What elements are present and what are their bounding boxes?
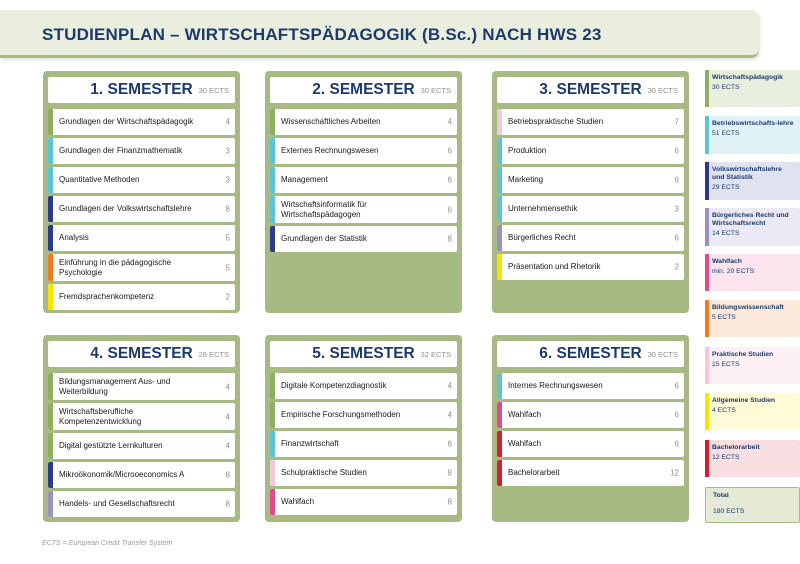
module-name: Analysis	[59, 233, 89, 242]
module	[48, 491, 235, 517]
legend-name: Wahlfach	[712, 258, 742, 265]
module-name: Wirtschaftsinformatik für Wirtschaftspädagogen	[281, 199, 367, 219]
module-ects: 2	[674, 262, 679, 272]
module	[497, 373, 684, 399]
category-bar	[270, 460, 275, 486]
legend-total	[705, 487, 800, 523]
module-ects: 3	[225, 175, 230, 185]
semester-1-panel	[43, 71, 240, 313]
module-ects: 6	[674, 439, 679, 449]
legend-name: Praktische Studien	[712, 351, 774, 358]
semester-header	[48, 341, 235, 367]
category-bar	[48, 403, 53, 430]
category-bar	[270, 167, 275, 193]
semester-header	[270, 341, 457, 367]
module-ects: 4	[225, 412, 230, 421]
legend-total-ects: 180 ECTS	[713, 508, 745, 515]
legend-name: Allgemeine Studien	[712, 397, 776, 404]
module-name: Produktion	[508, 146, 547, 155]
category-bar	[270, 489, 275, 515]
module-name: Wahlfach	[508, 410, 542, 419]
legend-item-bwl	[705, 116, 800, 154]
semester-2-panel	[265, 71, 462, 313]
category-bar	[48, 254, 53, 281]
category-bar	[270, 138, 275, 164]
legend-name: Betriebswirtschafts-lehre	[712, 120, 794, 127]
legend-item-allgemeine-studien	[705, 393, 800, 430]
module	[48, 167, 235, 193]
module-ects: 6	[674, 146, 679, 156]
semester-6-panel	[492, 335, 689, 522]
legend-color-bar	[705, 393, 709, 430]
category-bar	[270, 109, 275, 135]
category-bar	[270, 431, 275, 457]
module-ects: 5	[225, 263, 230, 272]
module-name: Grundlagen der Finanzmathematik	[59, 146, 183, 155]
module-ects: 8	[225, 204, 230, 214]
category-bar	[497, 254, 502, 280]
module-ects: 3	[225, 146, 230, 156]
category-bar	[497, 167, 502, 193]
module-ects: 8	[447, 468, 452, 478]
module	[497, 431, 684, 457]
module-name: Wahlfach	[508, 439, 542, 448]
module	[48, 433, 235, 459]
module	[48, 196, 235, 222]
page-title: STUDIENPLAN – WIRTSCHAFTSPÄDAGOGIK (B.Sc.) NACH HWS 23	[42, 25, 602, 44]
category-bar	[497, 402, 502, 428]
legend-ects: min. 20 ECTS	[712, 268, 755, 275]
module	[48, 373, 235, 400]
module	[48, 462, 235, 488]
module	[497, 402, 684, 428]
semester-4-panel	[43, 335, 240, 522]
category-bar	[497, 225, 502, 251]
category-bar	[497, 373, 502, 399]
legend-color-bar	[705, 347, 709, 384]
module-name: Internes Rechnungswesen	[508, 381, 603, 390]
module-name: Wahlfach	[281, 497, 315, 506]
module-name: Marketing	[508, 175, 544, 184]
legend-name: Wirtschaftspädagogik	[712, 74, 783, 81]
legend-item-wahlfach	[705, 254, 800, 291]
legend-item-recht	[705, 208, 800, 246]
module-name: Bachelorarbeit	[508, 468, 560, 477]
module-name: Handels- und Gesellschaftsrecht	[59, 499, 175, 508]
module-ects: 6	[447, 175, 452, 185]
header-banner	[0, 10, 759, 58]
module	[497, 196, 684, 222]
category-bar	[48, 109, 53, 135]
module	[48, 403, 235, 430]
module-name: Schulpraktische Studien	[281, 468, 367, 477]
category-bar	[270, 196, 275, 223]
semester-ects: 28 ECTS	[198, 350, 229, 359]
module-ects: 6	[674, 381, 679, 391]
semester-header	[48, 77, 235, 103]
module-name: Empirische Forschungsmethoden	[281, 410, 401, 419]
module	[270, 196, 457, 223]
semester-title: 5. SEMESTER	[312, 345, 415, 362]
legend-ects: 4 ECTS	[712, 407, 736, 414]
module-name: Grundlagen der Statistik	[281, 234, 367, 243]
module	[497, 225, 684, 251]
module-name: Einführung in die pädagogische Psychologie	[59, 257, 172, 277]
module-name: Digital gestützte Lernkulturen	[59, 441, 163, 450]
legend-name: Bürgerliches Recht und Wirtschaftsrecht	[712, 212, 789, 227]
module-ects: 6	[447, 205, 452, 214]
module-ects: 4	[225, 117, 230, 127]
module	[48, 254, 235, 281]
legend-item-praktische-studien	[705, 347, 800, 384]
category-bar	[497, 138, 502, 164]
module-ects: 6	[674, 410, 679, 420]
module-ects: 5	[225, 233, 230, 243]
module-name: Grundlagen der Wirtschaftspädagogik	[59, 117, 194, 126]
module	[270, 460, 457, 486]
module	[270, 167, 457, 193]
legend-item-bachelorarbeit	[705, 440, 800, 477]
module-ects: 8	[225, 470, 230, 480]
module	[270, 431, 457, 457]
legend-ects: 51 ECTS	[712, 130, 740, 137]
module-name: Bildungsmanagement Aus- und Weiterbildung	[59, 376, 171, 396]
module	[497, 460, 684, 486]
module-ects: 6	[447, 439, 452, 449]
legend-ects: 15 ECTS	[712, 361, 740, 368]
semester-title: 1. SEMESTER	[90, 81, 193, 98]
legend-color-bar	[705, 116, 709, 154]
legend-item-vwl	[705, 162, 800, 200]
module-name: Externes Rechnungswesen	[281, 146, 379, 155]
module-ects: 4	[225, 382, 230, 391]
category-bar	[48, 196, 53, 222]
module-name: Digitale Kompetenzdiagnostik	[281, 381, 387, 390]
legend-total-name: Total	[713, 492, 729, 499]
category-bar	[270, 402, 275, 428]
module	[270, 489, 457, 515]
module-ects: 6	[674, 233, 679, 243]
module-ects: 3	[674, 204, 679, 214]
category-bar	[48, 433, 53, 459]
footnote: ECTS = European Credit Transfer System	[42, 540, 173, 547]
module	[497, 138, 684, 164]
module-name: Wirtschaftsberufliche Kompetenzentwicklung	[59, 406, 142, 426]
module-ects: 8	[225, 499, 230, 509]
legend-item-wirtschaftspaedagogik	[705, 70, 800, 107]
category-bar	[497, 196, 502, 222]
semester-title: 6. SEMESTER	[539, 345, 642, 362]
semester-5-panel	[265, 335, 462, 522]
module-name: Bürgerliches Recht	[508, 233, 576, 242]
legend-name: Bildungswissenschaft	[712, 304, 784, 311]
category-bar	[48, 491, 53, 517]
module	[270, 373, 457, 399]
module	[497, 254, 684, 280]
legend-ects: 30 ECTS	[712, 84, 740, 91]
category-bar	[48, 373, 53, 400]
category-bar	[497, 431, 502, 457]
legend-color-bar	[705, 440, 709, 477]
module-name: Finanzwirtschaft	[281, 439, 339, 448]
module	[48, 225, 235, 251]
semester-header	[497, 77, 684, 103]
semester-header	[497, 341, 684, 367]
category-bar	[48, 167, 53, 193]
legend-ects: 12 ECTS	[712, 454, 740, 461]
module	[48, 138, 235, 164]
category-bar	[48, 284, 53, 310]
category-bar	[497, 109, 502, 135]
semester-3-panel	[492, 71, 689, 313]
module-name: Wissenschaftliches Arbeiten	[281, 117, 381, 126]
semester-title: 2. SEMESTER	[312, 81, 415, 98]
semester-ects: 30 ECTS	[647, 350, 678, 359]
module	[270, 138, 457, 164]
module-ects: 4	[225, 441, 230, 451]
semester-ects: 30 ECTS	[198, 86, 229, 95]
module	[270, 226, 457, 252]
module	[270, 402, 457, 428]
module	[48, 109, 235, 135]
module-name: Mikroökonomik/Microoeconomics A	[59, 470, 185, 479]
legend-color-bar	[705, 70, 709, 107]
module	[497, 109, 684, 135]
module-ects: 7	[674, 117, 679, 127]
legend-item-bildungswissenschaft	[705, 300, 800, 337]
category-bar	[270, 226, 275, 252]
module	[497, 167, 684, 193]
semester-header	[270, 77, 457, 103]
legend-ects: 5 ECTS	[712, 314, 736, 321]
module-ects: 6	[674, 175, 679, 185]
module	[270, 109, 457, 135]
module-ects: 4	[447, 410, 452, 420]
semester-ects: 32 ECTS	[420, 350, 451, 359]
module-name: Management	[281, 175, 328, 184]
module-ects: 2	[225, 292, 230, 302]
category-bar	[497, 460, 502, 486]
legend-color-bar	[705, 300, 709, 337]
category-bar	[270, 373, 275, 399]
semester-title: 3. SEMESTER	[539, 81, 642, 98]
legend-color-bar	[705, 208, 709, 246]
module-name: Betriebspraktische Studien	[508, 117, 604, 126]
semester-ects: 30 ECTS	[420, 86, 451, 95]
legend-ects: 14 ECTS	[712, 230, 740, 237]
semester-title: 4. SEMESTER	[90, 345, 193, 362]
module-ects: 8	[447, 234, 452, 244]
module	[48, 284, 235, 310]
module-name: Quantitative Methoden	[59, 175, 140, 184]
category-bar	[48, 225, 53, 251]
category-bar	[48, 138, 53, 164]
legend-color-bar	[705, 254, 709, 291]
legend-name: Bachelorarbeit	[712, 444, 760, 451]
module-name: Fremdsprachenkompetenz	[59, 292, 155, 301]
legend-ects: 29 ECTS	[712, 184, 740, 191]
module-name: Präsentation und Rhetorik	[508, 262, 601, 271]
semester-ects: 30 ECTS	[647, 86, 678, 95]
module-name: Unternehmensethik	[508, 204, 578, 213]
category-bar	[48, 462, 53, 488]
module-ects: 8	[447, 497, 452, 507]
legend-name: Volkswirtschaftslehre und Statistik	[712, 166, 782, 181]
module-ects: 4	[447, 381, 452, 391]
legend-color-bar	[705, 162, 709, 200]
module-name: Grundlagen der Volkswirtschaftslehre	[59, 204, 192, 213]
module-ects: 6	[447, 146, 452, 156]
module-ects: 4	[447, 117, 452, 127]
module-ects: 12	[670, 468, 679, 478]
